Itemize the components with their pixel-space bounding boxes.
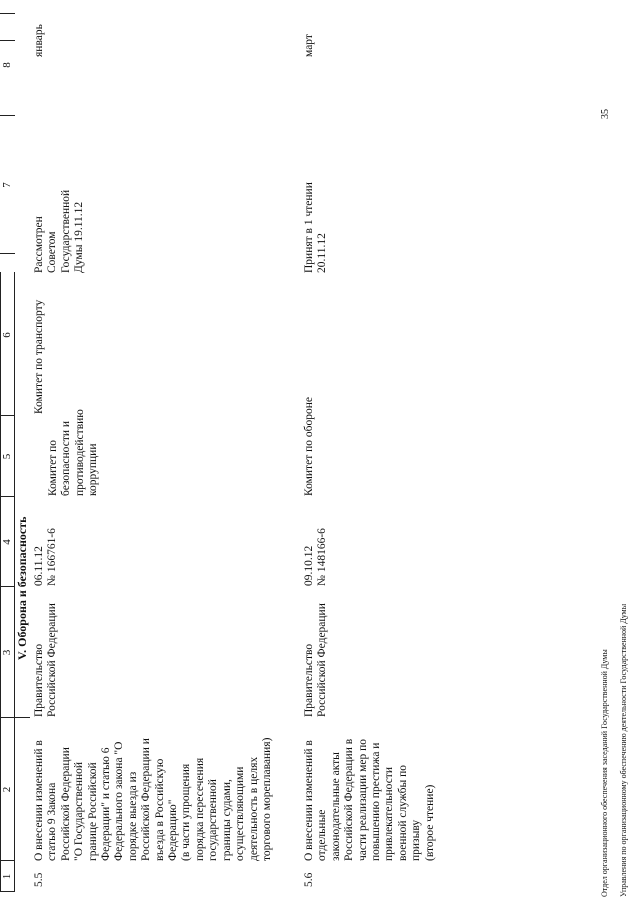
bill-initiator: Правительство Российской Федерации — [303, 603, 329, 717]
section-title: V. Оборона и безопасность — [15, 516, 29, 660]
responsible-committee: Комитет по обороне — [303, 397, 315, 496]
section-left-border — [15, 717, 30, 718]
bill-status: Принят в 1 чтении 20.11.12 — [303, 182, 329, 273]
column-number: 6 — [1, 332, 13, 338]
row-number: 5.5 — [33, 872, 45, 887]
column-number: 8 — [1, 62, 13, 68]
row-number: 5.6 — [303, 872, 315, 887]
footer-line-1: Отдел организационного обеспечения заседаний Государственной Думы — [599, 649, 609, 897]
bill-initiator: Правительство Российской Федерации — [33, 603, 59, 717]
planned-month: март — [303, 34, 315, 57]
column-number: 3 — [1, 649, 13, 656]
bill-title: О внесении изменений в отдельные законодательные акты Российской Федерации в части реализации мер по повышению престижа и привлекательности военной службы по призыву (второе чтение) — [303, 738, 436, 861]
footer-line-2: Управления по организационному обеспечению деятельности Государственной Думы — [618, 603, 628, 897]
column-number: 4 — [1, 539, 13, 545]
footer-department — [590, 377, 638, 897]
column-number: 2 — [1, 786, 13, 793]
co-committee: Комитет по транспорту — [33, 299, 45, 414]
planned-month: январь — [33, 24, 45, 57]
bill-status: Рассмотрен Советом Государственной Думы 19.11.12 — [33, 189, 86, 273]
bill-title: О внесении изменений в статью 9 Закона Российской Федерации "О Государственной границе Российской Федерации" и статью 6 Федерального закона "О порядке выезда из Российской Федерации и въезда в Российскую Федерацию" (в части упрощения порядка пересечения государственной границы судами, осуществляющими деятельность в целях торгового мореплавания) — [33, 737, 273, 861]
responsible-committee: Комитет по безопасности и противодействию коррупции — [47, 409, 100, 496]
column-number: 7 — [1, 182, 13, 188]
page-number: 35 — [600, 109, 611, 119]
column-number: 5 — [1, 453, 13, 460]
bill-registration: 06.11.12 № 166761-6 — [33, 528, 59, 586]
column-number: 1 — [1, 873, 13, 880]
bill-registration: 09.10.12 № 148166-6 — [303, 528, 329, 586]
